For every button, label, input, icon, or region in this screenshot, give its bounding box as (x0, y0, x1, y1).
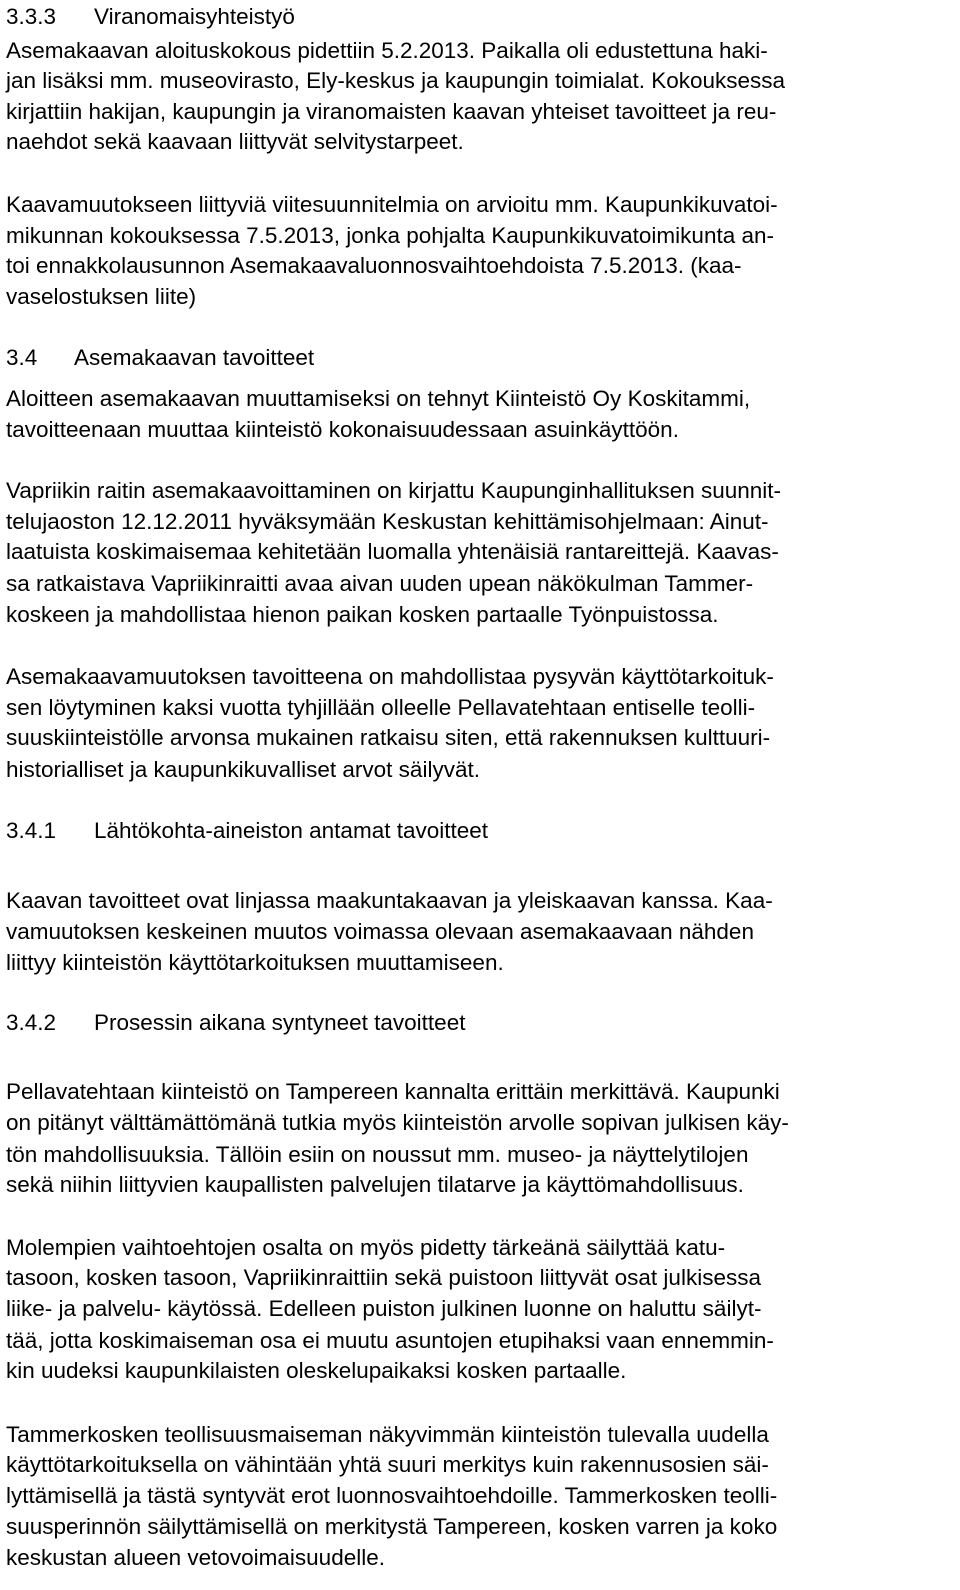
heading-3-3-3 (6, 2, 295, 32)
text-line: sekä niihin liittyvien kaupallisten palvelujen tilatarve ja käyttömahdollisuus. (6, 1172, 744, 1197)
text-line: laatuista koskimaisemaa kehitetään luomalla yhtenäisiä rantareittejä. Kaavas- (6, 539, 779, 564)
text-line: tavoitteenaan muuttaa kiinteistö kokonaisuudessaan asuinkäyttöön. (6, 417, 679, 442)
text-line: Pellavatehtaan kiinteistö on Tampereen kannalta erittäin merkittävä. Kaupunki (6, 1079, 780, 1104)
text-line: toi ennakkolausunnon Asemakaavaluonnosvaihtoehdoista 7.5.2013. (kaa- (6, 253, 742, 278)
text-line: Kaavan tavoitteet ovat linjassa maakuntakaavan ja yleiskaavan kanssa. Kaa- (6, 888, 773, 913)
text-line: historialliset ja kaupunkikuvalliset arvot säilyvät. (6, 757, 480, 782)
text-line: tää, jotta koskimaiseman osa ei muutu asuntojen etupihaksi vaan ennemmin- (6, 1328, 774, 1353)
heading-title: Lähtökohta-aineiston antamat tavoitteet (94, 818, 489, 843)
text-line: Asemakaavamuutoksen tavoitteena on mahdollistaa pysyvän käyttötarkoituk- (6, 664, 774, 689)
text-line: tön mahdollisuuksia. Tällöin esiin on noussut mm. museo- ja näyttelytilojen (6, 1142, 749, 1167)
text-line: vaselostuksen liite) (6, 284, 197, 309)
text-line: suusperinnön säilyttämisellä on merkitystä Tampereen, kosken varren ja koko (6, 1514, 778, 1539)
heading-number: 3.4.1 (6, 818, 57, 843)
heading-title: Asemakaavan tavoitteet (74, 345, 315, 370)
text-line: jan lisäksi mm. museovirasto, Ely-keskus ja kaupungin toimialat. Kokouksessa (6, 68, 786, 93)
text-line: Asemakaavan aloituskokous pidettiin 5.2.2013. Paikalla oli edustettuna haki- (6, 38, 768, 63)
heading-title: Prosessin aikana syntyneet tavoitteet (94, 1010, 466, 1035)
text-line: keskustan alueen vetovoimaisuudelle. (6, 1545, 385, 1570)
text-line: kin uudeksi kaupunkilaisten oleskelupaikaksi kosken partaalle. (6, 1358, 627, 1383)
text-line: Aloitteen asemakaavan muuttamiseksi on tehnyt Kiinteistö Oy Koskitammi, (6, 386, 751, 411)
text-line: naehdot sekä kaavaan liittyvät selvitystarpeet. (6, 129, 464, 154)
text-line: vamuutoksen keskeinen muutos voimassa olevaan asemakaavaan nähden (6, 919, 754, 944)
heading-3-4 (6, 343, 314, 373)
text-line: Tammerkosken teollisuusmaiseman näkyvimmän kiinteistön tulevalla uudella (6, 1422, 769, 1447)
text-line: kirjattiin hakijan, kaupungin ja viranomaisten kaavan yhteiset tavoitteet ja reu- (6, 99, 777, 124)
text-line: liike- ja palvelu- käytössä. Edelleen puiston julkinen luonne on haluttu säilyt- (6, 1296, 762, 1321)
text-line: Kaavamuutokseen liittyviä viitesuunnitelmia on arvioitu mm. Kaupunkikuvatoi- (6, 192, 778, 217)
text-line: suuskiinteistölle arvonsa mukainen ratkaisu siten, että rakennuksen kulttuuri- (6, 725, 771, 750)
text-line: tasoon, kosken tasoon, Vapriikinraittiin sekä puistoon liittyvät osat julkisessa (6, 1265, 761, 1290)
text-line: liittyy kiinteistön käyttötarkoituksen muuttamiseen. (6, 950, 504, 975)
text-line: Vapriikin raitin asemakaavoittaminen on kirjattu Kaupunginhallituksen suunnit- (6, 478, 782, 503)
text-line: Molempien vaihtoehtojen osalta on myös pidetty tärkeänä säilyttää katu- (6, 1235, 726, 1260)
text-line: telujaoston 12.12.2011 hyväksymään Keskustan kehittämisohjelmaan: Ainut- (6, 509, 769, 534)
heading-title: Viranomaisyhteistyö (94, 4, 295, 29)
text-line: sen löytyminen kaksi vuotta tyhjillään olleelle Pellavatehtaan entiselle teolli- (6, 695, 756, 720)
heading-number: 3.4 (6, 345, 38, 370)
text-line: koskeen ja mahdollistaa hienon paikan kosken partaalle Työnpuistossa. (6, 602, 719, 627)
text-line: lyttämisellä ja tästä syntyvät erot luonnosvaihtoehdoille. Tammerkosken teolli- (6, 1483, 778, 1508)
text-line: on pitänyt välttämättömänä tutkia myös kiinteistön arvolle sopivan julkisen käy- (6, 1110, 789, 1135)
text-line: mikunnan kokouksessa 7.5.2013, jonka pohjalta Kaupunkikuvatoimikunta an- (6, 223, 774, 248)
heading-number: 3.3.3 (6, 4, 57, 29)
heading-number: 3.4.2 (6, 1010, 57, 1035)
text-line: käyttötarkoituksella on vähintään yhtä suuri merkitys kuin rakennusosien säi- (6, 1452, 769, 1477)
heading-3-4-1 (6, 816, 488, 846)
heading-3-4-2 (6, 1008, 465, 1038)
text-line: sa ratkaistava Vapriikinraitti avaa aivan uuden upean näkökulman Tammer- (6, 571, 754, 596)
